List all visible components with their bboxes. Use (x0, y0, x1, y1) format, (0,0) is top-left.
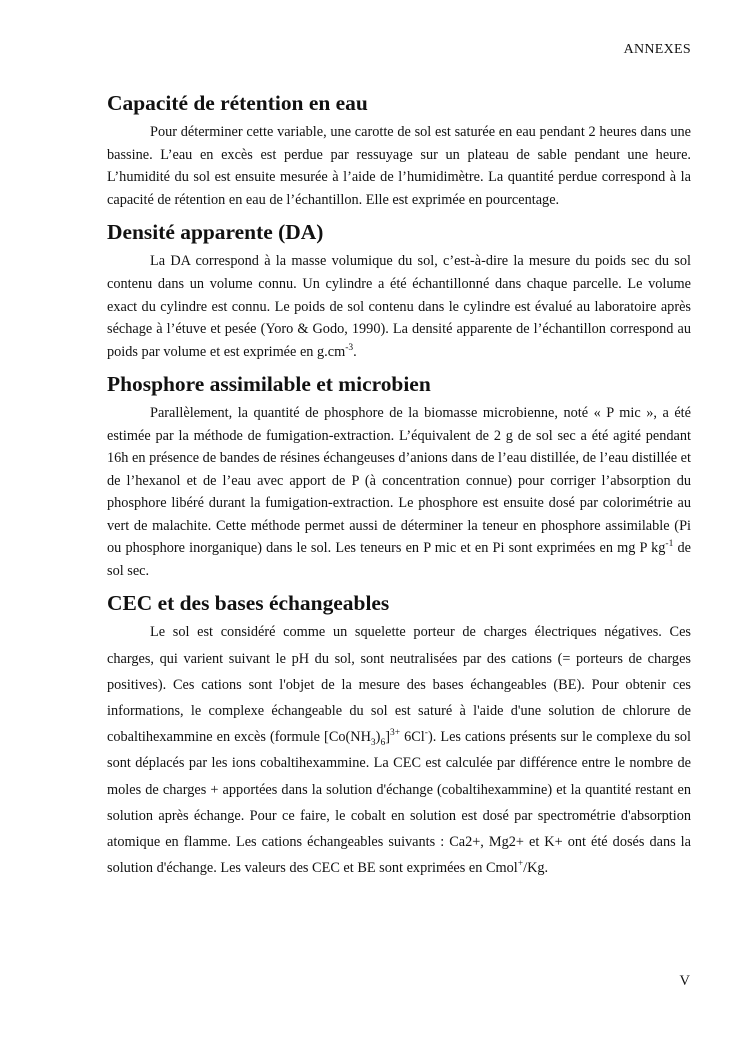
section-title: Capacité de rétention en eau (107, 91, 368, 115)
section-water-retention (107, 92, 691, 211)
subscript: 6 (380, 738, 386, 749)
superscript: + (517, 859, 524, 870)
subscript: 3 (370, 738, 376, 749)
paragraph (107, 619, 691, 881)
paragraph (107, 402, 691, 582)
paragraph-text: Le sol est considéré comme un squelette porteur de charges électriques négatives. Ces charges, qui varient suivant le pH du sol, sont neutralisées par des cations (= porteurs de charges positives). Ces cations sont l'objet de la mesure des bases échangeables (BE). Pour obtenir ces informations, le complexe échangeable du sol est saturé à l'aide d'une solution de chlorure de cobaltihexammine en excès (formule [Co(NH (107, 624, 691, 746)
paragraph-text: ). Les cations présents sur le complexe du sol sont déplacés par les ions cobaltihexammine. La CEC est calculée par différence entre le nombre de moles de charges + apportées dans la solution d'échange (cobaltihexammine) et la quantité restant en solution après échange. Pour ce faire, le cobalt en solution est dosé par spectrométrie d'absorption atomique en flamme. Les cations échangeables suivants : Ca2+, Mg2+ et K+ ont été dosés dans la solution d'échange. Les valeurs des CEC et BE sont exprimées en Cmol (107, 729, 692, 877)
section-cec (107, 592, 691, 881)
paragraph-text: 6Cl (400, 729, 425, 746)
paragraph-text: de sol sec. (107, 540, 691, 579)
paragraph (107, 250, 691, 363)
paragraph-text: /Kg. (523, 860, 549, 877)
section-title: Phosphore assimilable et microbien (107, 372, 431, 397)
superscript: 3+ (389, 728, 401, 739)
superscript: -3 (345, 342, 354, 353)
paragraph-text: Parallèlement, la quantité de phosphore de la biomasse microbienne, noté « P mic », a été estimée par la méthode de fumigation-extraction. L’équivalent de 2 g de sol sec a été agité pendant 16h en présence de bandes de résines échangeuses d’anions dans de l’eau distillée, de l’eau distillée et de l’hexanol et de l’eau avec apport de P (à concentration connue) pour corriger l’absorption du phosphore libéré durant la fumigation-extraction. Le phosphore est ensuite dosé par colorimétrie au vert de malachite. Cette méthode permet aussi de déterminer la teneur en phosphore assimilable (Pi ou phosphore inorganique) dans le sol. Les teneurs en P mic et en Pi sont exprimées en mg P kg (107, 405, 691, 557)
section-bulk-density (107, 221, 691, 363)
section-title: Densité apparente (DA) (107, 220, 324, 245)
page-number: V (679, 973, 690, 989)
section-phosphorus (107, 373, 691, 582)
page-body (107, 92, 691, 881)
paragraph-text: . (353, 343, 357, 360)
superscript: -1 (665, 539, 674, 550)
superscript: - (424, 728, 428, 739)
paragraph-text: ] (385, 729, 390, 746)
running-header: ANNEXES (623, 42, 691, 57)
paragraph-text: ) (375, 729, 381, 746)
paragraph-text: La DA correspond à la masse volumique du sol, c’est-à-dire la mesure du poids sec du sol contenu dans un volume connu. Un cylindre a été échantillonné dans chaque parcelle. Le volume exact du cylindre est connu. Le poids de sol contenu dans le cylindre est évalué au laboratoire après séchage à l’étuve et pesée (Yoro & Godo, 1990). La densité apparente de l’échantillon correspond au poids par volume et est exprimée en g.cm (107, 253, 691, 360)
paragraph: Pour déterminer cette variable, une carotte de sol est saturée en eau pendant 2 heures dans une bassine. L’eau en excès est perdue par ressuyage sur un plateau de sable pendant une heure. L’humidité du sol est ensuite mesurée à l’aide de l’humidimètre. La quantité perdue correspond à la capacité de rétention en eau de l’échantillon. Elle est exprimée en pourcentage. (107, 124, 691, 208)
section-title: CEC et des bases échangeables (107, 591, 390, 616)
